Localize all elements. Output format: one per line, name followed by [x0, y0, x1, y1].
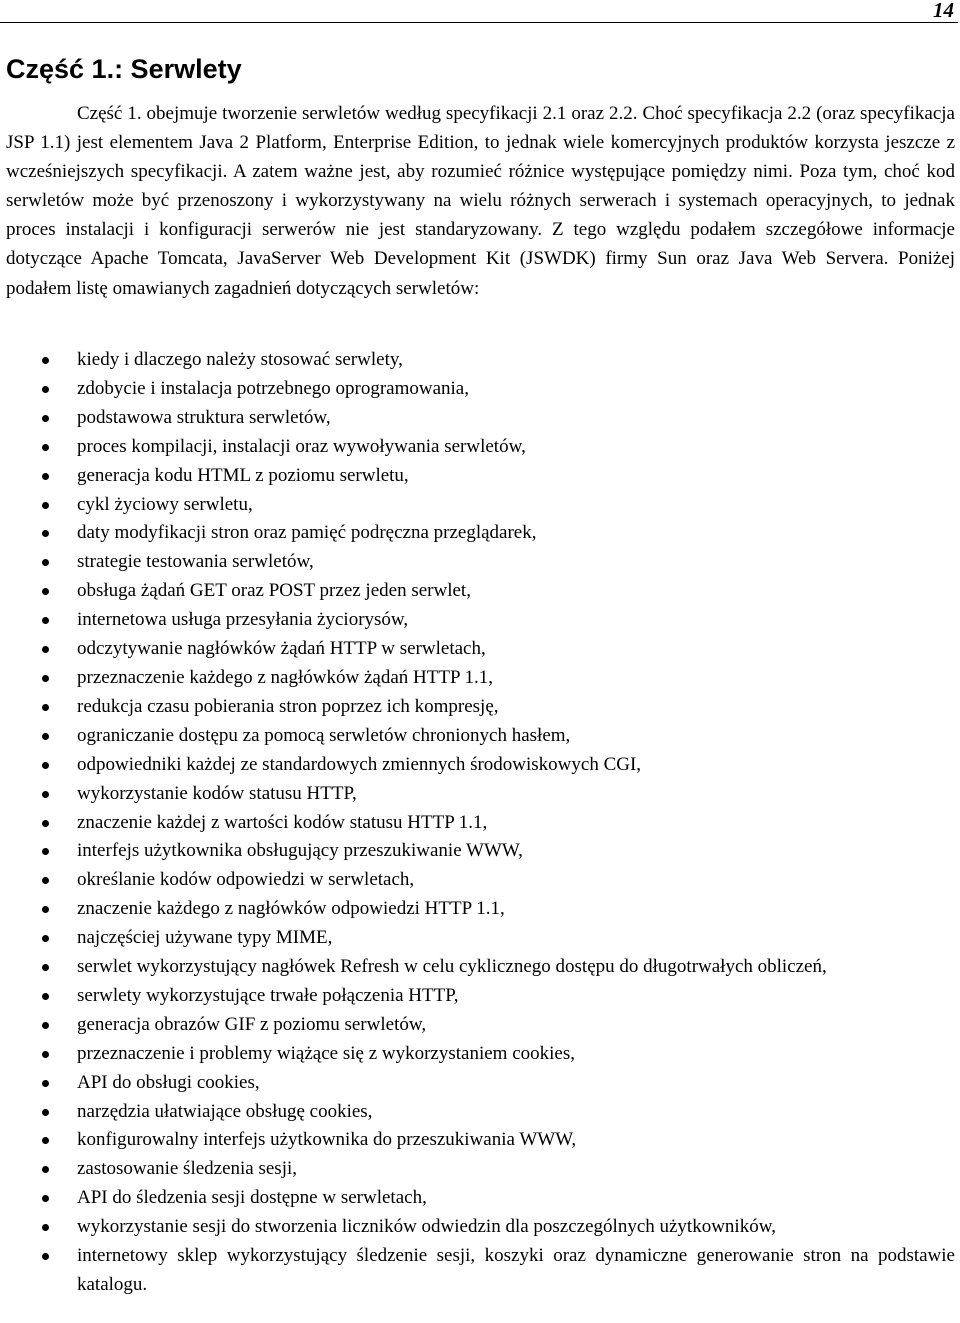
list-item	[6, 722, 955, 751]
bullet-icon	[42, 415, 49, 422]
list-item-text: zdobycie i instalacja potrzebnego oprogramowania,	[77, 377, 469, 399]
bullet-icon	[42, 848, 49, 855]
bullet-icon	[42, 473, 49, 480]
bullet-icon	[42, 1224, 49, 1231]
list-item	[6, 780, 955, 809]
list-item	[6, 1126, 955, 1155]
list-item-text: ograniczanie dostępu za pomocą serwletów chronionych hasłem,	[77, 724, 571, 746]
bullet-icon	[42, 502, 49, 509]
bullet-icon	[42, 733, 49, 740]
bullet-icon	[42, 530, 49, 537]
bullet-icon	[42, 617, 49, 624]
list-item	[6, 519, 955, 548]
bullet-icon	[42, 357, 49, 364]
list-item	[6, 346, 955, 375]
list-item	[6, 924, 955, 953]
list-item	[6, 1011, 955, 1040]
list-item	[6, 1184, 955, 1213]
list-item	[6, 982, 955, 1011]
list-item	[6, 693, 955, 722]
list-item	[6, 462, 955, 491]
bullet-icon	[42, 791, 49, 798]
list-item	[6, 491, 955, 520]
bullet-icon	[42, 588, 49, 595]
list-item-text: API do obsługi cookies,	[77, 1071, 260, 1093]
bullet-icon	[42, 1195, 49, 1202]
intro-paragraph: Część 1. obejmuje tworzenie serwletów według specyfikacji 2.1 oraz 2.2. Choć specyfikacja 2.2 (oraz specyfikacja JSP 1.1) jest elementem Java 2 Platform, Enterprise Edition, to jednak wiele komercyjnych produktów korzysta jeszcze z wcześniejszych specyfikacji. A zatem ważne jest, aby rozumieć różnice występujące pomiędzy nimi. Poza tym, choć kod serwletów może być przenoszony i wykorzystywany na wielu różnych serwerach i systemach operacyjnych, to jednak proces instalacji i konfiguracji serwerów nie jest standaryzowany. Z tego względu podałem szczegółowe informacje dotyczące Apache Tomcata, JavaServer Web Development Kit (JSWDK) firmy Sun oraz Java Web Servera. Poniżej podałem listę omawianych zagadnień dotyczących serwletów:	[6, 103, 955, 299]
list-item	[6, 606, 955, 635]
list-item-text: proces kompilacji, instalacji oraz wywoływania serwletów,	[77, 435, 526, 457]
list-item-text: serwlety wykorzystujące trwałe połączenia HTTP,	[77, 984, 459, 1006]
list-item-text: wykorzystanie sesji do stworzenia liczników odwiedzin dla poszczególnych użytkowników,	[77, 1216, 776, 1238]
bullet-icon	[42, 877, 49, 884]
list-item-text: określanie kodów odpowiedzi w serwletach,	[77, 869, 415, 891]
topic-list	[6, 346, 955, 1300]
list-item	[6, 1098, 955, 1127]
list-item-text: API do śledzenia sesji dostępne w serwletach,	[77, 1187, 427, 1209]
bullet-icon	[42, 646, 49, 653]
list-item	[6, 953, 955, 982]
list-item-text: odczytywanie nagłówków żądań HTTP w serwletach,	[77, 638, 486, 660]
list-item	[6, 1040, 955, 1069]
list-item	[6, 635, 955, 664]
list-item-text: obsługa żądań GET oraz POST przez jeden serwlet,	[77, 580, 471, 602]
list-item-text: kiedy i dlaczego należy stosować serwlety,	[77, 349, 403, 370]
bullet-icon	[42, 386, 49, 393]
list-item-text: znaczenie każdej z wartości kodów statusu HTTP 1.1,	[77, 811, 488, 833]
list-item	[6, 895, 955, 924]
list-item-text: zastosowanie śledzenia sesji,	[77, 1158, 298, 1180]
bullet-icon	[42, 1253, 49, 1260]
list-item-text: interfejs użytkownika obsługujący przeszukiwanie WWW,	[77, 840, 523, 862]
bullet-icon	[42, 1080, 49, 1087]
bullet-icon	[42, 444, 49, 451]
list-item-text: konfigurowalny interfejs użytkownika do przeszukiwania WWW,	[77, 1129, 577, 1151]
list-item-text: najczęściej używane typy MIME,	[77, 927, 333, 949]
bullet-icon	[42, 1051, 49, 1058]
bullet-icon	[42, 1022, 49, 1029]
list-item	[6, 809, 955, 838]
list-item-text: wykorzystanie kodów statusu HTTP,	[77, 782, 357, 804]
chapter-title: Część 1.: Serwlety	[6, 54, 242, 84]
bullet-icon	[42, 559, 49, 566]
list-item	[6, 837, 955, 866]
bullet-icon	[42, 704, 49, 711]
header-rule	[0, 22, 958, 23]
list-item-text: strategie testowania serwletów,	[77, 551, 314, 573]
list-item	[6, 375, 955, 404]
list-item-text: daty modyfikacji stron oraz pamięć podręczna przeglądarek,	[77, 522, 537, 544]
bullet-icon	[42, 993, 49, 1000]
bullet-icon	[42, 906, 49, 913]
list-item-text: przeznaczenie każdego z nagłówków żądań HTTP 1.1,	[77, 666, 494, 688]
list-item	[6, 404, 955, 433]
bullet-icon	[42, 964, 49, 971]
list-item-text: przeznaczenie i problemy wiążące się z wykorzystaniem cookies,	[77, 1042, 575, 1064]
list-item	[6, 1155, 955, 1184]
bullet-icon	[42, 935, 49, 942]
bullet-icon	[42, 1109, 49, 1116]
list-item-text: serwlet wykorzystujący nagłówek Refresh w celu cyklicznego dostępu do długotrwałych obliczeń,	[77, 956, 827, 978]
list-item	[6, 1069, 955, 1098]
list-item	[6, 866, 955, 895]
list-item-text: internetowy sklep wykorzystujący śledzenie sesji, koszyki oraz dynamiczne generowanie stron na podstawie katalogu.	[77, 1245, 955, 1295]
bullet-icon	[42, 762, 49, 769]
bullet-icon	[42, 1166, 49, 1173]
list-item	[6, 433, 955, 462]
list-item-text: generacja obrazów GIF z poziomu serwletów,	[77, 1013, 427, 1035]
list-item	[6, 751, 955, 780]
list-item	[6, 1242, 955, 1300]
list-item-text: narzędzia ułatwiające obsługę cookies,	[77, 1100, 373, 1122]
bullet-icon	[42, 1137, 49, 1144]
page-number: 14	[933, 0, 954, 22]
list-item-text: podstawowa struktura serwletów,	[77, 406, 331, 428]
bullet-icon	[42, 675, 49, 682]
list-item-text: odpowiedniki każdej ze standardowych zmiennych środowiskowych CGI,	[77, 753, 642, 775]
list-item	[6, 664, 955, 693]
bullet-icon	[42, 820, 49, 827]
list-item	[6, 577, 955, 606]
list-item-text: znaczenie każdego z nagłówków odpowiedzi HTTP 1.1,	[77, 898, 505, 920]
list-item	[6, 1213, 955, 1242]
list-item-text: generacja kodu HTML z poziomu serwletu,	[77, 464, 409, 486]
list-item	[6, 548, 955, 577]
list-item-text: internetowa usługa przesyłania życiorysów,	[77, 609, 409, 631]
list-item-text: cykl życiowy serwletu,	[77, 493, 253, 515]
list-item-text: redukcja czasu pobierania stron poprzez ich kompresję,	[77, 695, 499, 717]
